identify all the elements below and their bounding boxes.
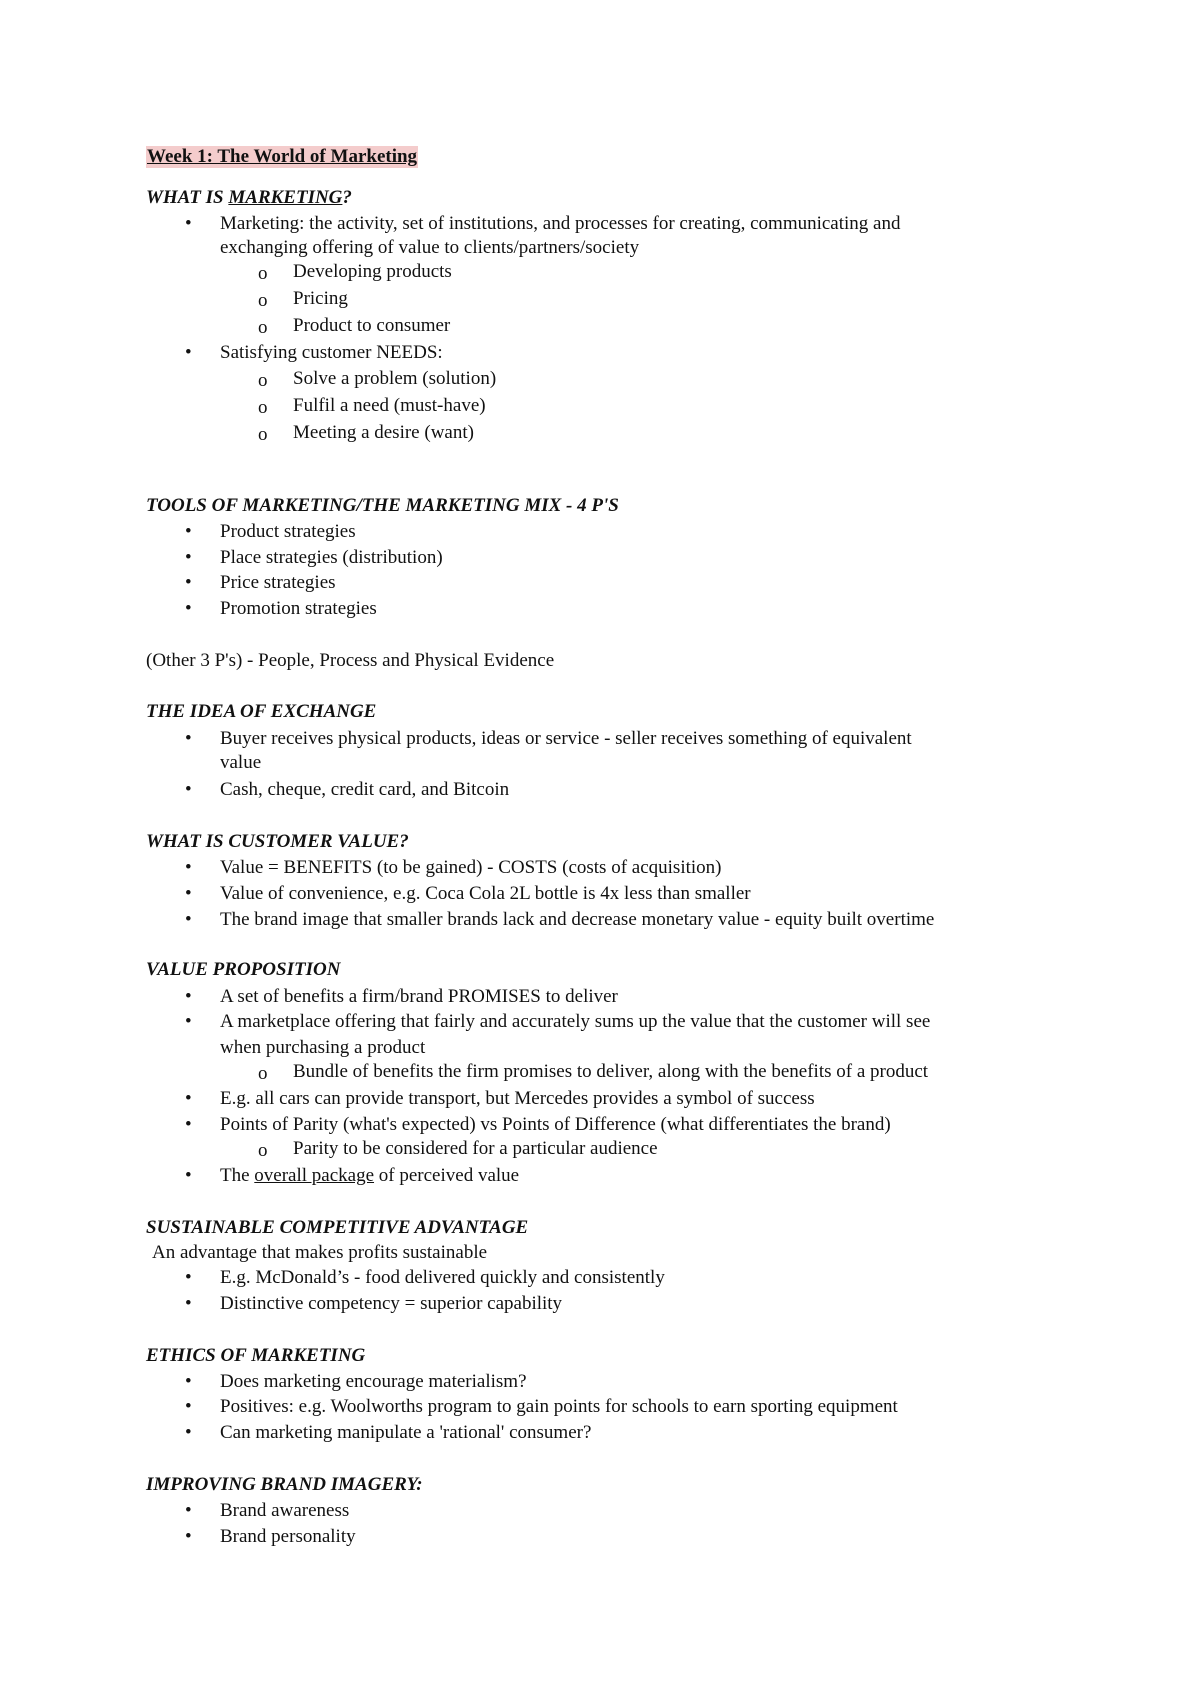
sub-list-item: Product to consumer <box>293 315 451 336</box>
bullet-icon: • <box>185 1371 192 1392</box>
list-item: Marketing: the activity, set of institutions, and processes for creating, communicating and <box>220 213 901 234</box>
sub-bullet-icon: o <box>258 370 268 391</box>
bullet-icon: • <box>185 883 192 904</box>
bullet-icon: • <box>185 1396 192 1417</box>
list-item: Distinctive competency = superior capability <box>220 1293 563 1314</box>
heading-text: WHAT IS <box>146 187 229 208</box>
list-item: E.g. all cars can provide transport, but Mercedes provides a symbol of success <box>220 1088 815 1109</box>
bullet-icon: • <box>185 1422 192 1443</box>
underlined-text: overall package <box>254 1165 375 1186</box>
heading-text: ? <box>342 187 352 208</box>
bullet-icon: • <box>185 986 192 1007</box>
list-item: Does marketing encourage materialism? <box>220 1371 527 1392</box>
bullet-icon: • <box>185 342 192 363</box>
section-heading-idea-of-exchange: THE IDEA OF EXCHANGE <box>146 701 377 722</box>
section-heading-brand-imagery: IMPROVING BRAND IMAGERY: <box>146 1474 423 1495</box>
bullet-icon: • <box>185 1500 192 1521</box>
bullet-icon: • <box>185 1114 192 1135</box>
list-item: A marketplace offering that fairly and accurately sums up the value that the customer will see <box>220 1011 931 1032</box>
bullet-icon: • <box>185 1088 192 1109</box>
bullet-icon: • <box>185 521 192 542</box>
text-run: The <box>220 1165 255 1186</box>
sub-bullet-icon: o <box>258 397 268 418</box>
sub-list-item: Solve a problem (solution) <box>293 368 497 389</box>
sub-list-item: Meeting a desire (want) <box>293 422 474 443</box>
list-item: Buyer receives physical products, ideas or service - seller receives something of equivalent <box>220 728 912 749</box>
bullet-icon: • <box>185 1165 192 1186</box>
bullet-icon: • <box>185 728 192 749</box>
list-item: Cash, cheque, credit card, and Bitcoin <box>220 779 510 800</box>
bullet-icon: • <box>185 213 192 234</box>
list-item: Product strategies <box>220 521 356 542</box>
bullet-icon: • <box>185 1293 192 1314</box>
list-item: Brand personality <box>220 1526 356 1547</box>
list-item: A set of benefits a firm/brand PROMISES to deliver <box>220 986 618 1007</box>
list-item: The brand image that smaller brands lack and decrease monetary value - equity built overtime <box>220 909 935 930</box>
sub-list-item: Fulfil a need (must-have) <box>293 395 486 416</box>
heading-underlined-text: MARKETING <box>228 187 343 208</box>
list-item <box>220 1164 519 1188</box>
section-heading-ethics: ETHICS OF MARKETING <box>146 1345 366 1366</box>
sub-bullet-icon: o <box>258 290 268 311</box>
bullet-icon: • <box>185 1526 192 1547</box>
section-heading-what-is-marketing <box>146 186 352 210</box>
text-run: of perceived value <box>374 1165 520 1186</box>
sub-bullet-icon: o <box>258 424 268 445</box>
bullet-icon: • <box>185 1267 192 1288</box>
sub-list-item: Developing products <box>293 261 452 282</box>
page-title: Week 1: The World of Marketing <box>147 146 418 167</box>
list-item: Brand awareness <box>220 1500 350 1521</box>
list-item-continuation: exchanging offering of value to clients/partners/society <box>220 237 640 258</box>
sub-bullet-icon: o <box>258 317 268 338</box>
sub-list-item: Bundle of benefits the firm promises to deliver, along with the benefits of a product <box>293 1061 929 1082</box>
bullet-icon: • <box>185 572 192 593</box>
list-item: Points of Parity (what's expected) vs Points of Difference (what differentiates the brand) <box>220 1114 891 1135</box>
section-intro: An advantage that makes profits sustainable <box>152 1242 488 1263</box>
bullet-icon: • <box>185 547 192 568</box>
list-item: Value of convenience, e.g. Coca Cola 2L bottle is 4x less than smaller <box>220 883 751 904</box>
sub-list-item: Pricing <box>293 288 348 309</box>
section-heading-customer-value: WHAT IS CUSTOMER VALUE? <box>146 831 409 852</box>
list-item: Satisfying customer NEEDS: <box>220 342 443 363</box>
sub-bullet-icon: o <box>258 1140 268 1161</box>
list-item-continuation: when purchasing a product <box>220 1037 426 1058</box>
section-heading-sustainable-advantage: SUSTAINABLE COMPETITIVE ADVANTAGE <box>146 1217 529 1238</box>
list-item: Place strategies (distribution) <box>220 547 443 568</box>
bullet-icon: • <box>185 857 192 878</box>
sub-list-item: Parity to be considered for a particular audience <box>293 1138 658 1159</box>
bullet-icon: • <box>185 598 192 619</box>
list-item: Value = BENEFITS (to be gained) - COSTS (costs of acquisition) <box>220 857 722 878</box>
section-heading-value-proposition: VALUE PROPOSITION <box>146 959 341 980</box>
list-item: Can marketing manipulate a 'rational' consumer? <box>220 1422 592 1443</box>
list-item: E.g. McDonald’s - food delivered quickly and consistently <box>220 1267 665 1288</box>
list-item: Positives: e.g. Woolworths program to gain points for schools to earn sporting equipment <box>220 1396 898 1417</box>
bullet-icon: • <box>185 1011 192 1032</box>
bullet-icon: • <box>185 779 192 800</box>
bullet-icon: • <box>185 909 192 930</box>
list-item: Price strategies <box>220 572 336 593</box>
list-item-continuation: value <box>220 752 262 773</box>
sub-bullet-icon: o <box>258 263 268 284</box>
paragraph-other-ps: (Other 3 P's) - People, Process and Physical Evidence <box>146 650 555 671</box>
sub-bullet-icon: o <box>258 1063 268 1084</box>
list-item: Promotion strategies <box>220 598 377 619</box>
section-heading-tools-of-marketing: TOOLS OF MARKETING/THE MARKETING MIX - 4 P'S <box>146 495 619 516</box>
